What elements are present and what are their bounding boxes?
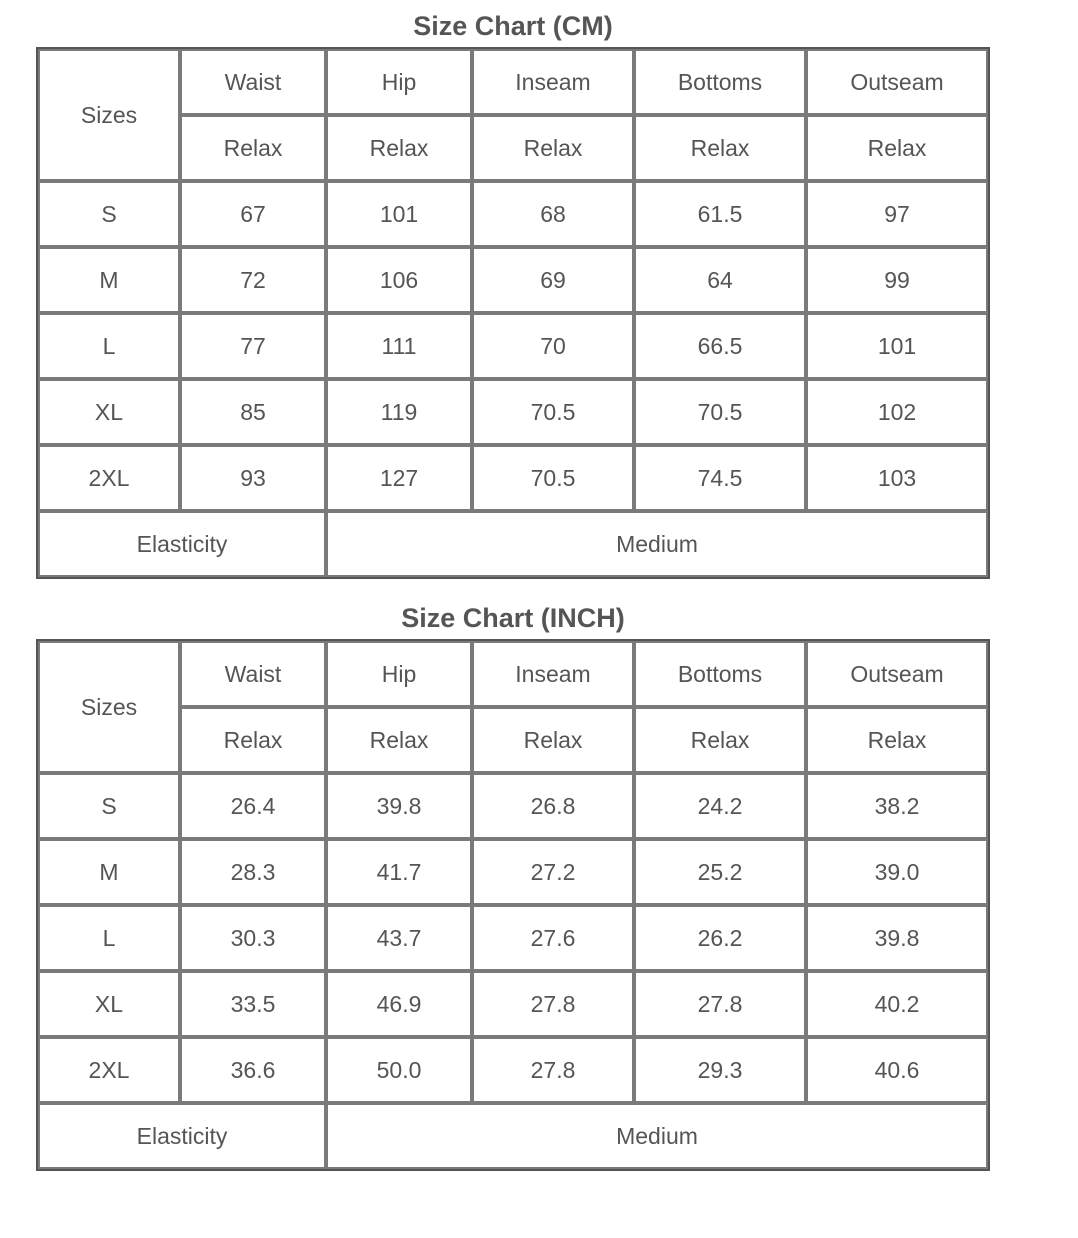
column-header-bottoms: Bottoms — [634, 49, 806, 115]
value-cell: 64 — [634, 247, 806, 313]
column-header-hip: Hip — [326, 49, 472, 115]
size-cell: XL — [38, 379, 180, 445]
size-cell: S — [38, 181, 180, 247]
table-row — [38, 905, 988, 971]
size-cell: 2XL — [38, 1037, 180, 1103]
subheader-cell: Relax — [472, 707, 634, 773]
table-row — [38, 971, 988, 1037]
size-chart-cm-title: Size Chart (CM) — [413, 11, 613, 41]
value-cell: 26.2 — [634, 905, 806, 971]
subheader-cell: Relax — [180, 707, 326, 773]
sizes-header: Sizes — [38, 49, 180, 181]
value-cell: 111 — [326, 313, 472, 379]
elasticity-value: Medium — [326, 511, 988, 577]
subheader-cell: Relax — [326, 707, 472, 773]
value-cell: 102 — [806, 379, 988, 445]
value-cell: 29.3 — [634, 1037, 806, 1103]
value-cell: 101 — [326, 181, 472, 247]
table-row — [38, 379, 988, 445]
subheader-row — [38, 115, 988, 181]
value-cell: 70.5 — [472, 379, 634, 445]
value-cell: 97 — [806, 181, 988, 247]
elasticity-label: Elasticity — [38, 1103, 326, 1169]
value-cell: 103 — [806, 445, 988, 511]
value-cell: 106 — [326, 247, 472, 313]
value-cell: 70.5 — [472, 445, 634, 511]
size-cell: S — [38, 773, 180, 839]
value-cell: 67 — [180, 181, 326, 247]
sizes-header: Sizes — [38, 641, 180, 773]
elasticity-row — [38, 1103, 988, 1169]
value-cell: 33.5 — [180, 971, 326, 1037]
value-cell: 85 — [180, 379, 326, 445]
value-cell: 68 — [472, 181, 634, 247]
value-cell: 27.2 — [472, 839, 634, 905]
elasticity-label: Elasticity — [38, 511, 326, 577]
value-cell: 40.2 — [806, 971, 988, 1037]
size-cell: XL — [38, 971, 180, 1037]
table-row — [38, 313, 988, 379]
size-cell: 2XL — [38, 445, 180, 511]
value-cell: 93 — [180, 445, 326, 511]
value-cell: 70.5 — [634, 379, 806, 445]
value-cell: 27.6 — [472, 905, 634, 971]
value-cell: 127 — [326, 445, 472, 511]
header-row — [38, 49, 988, 115]
value-cell: 39.0 — [806, 839, 988, 905]
column-header-outseam: Outseam — [806, 49, 988, 115]
value-cell: 24.2 — [634, 773, 806, 839]
value-cell: 77 — [180, 313, 326, 379]
value-cell: 41.7 — [326, 839, 472, 905]
table-row — [38, 445, 988, 511]
value-cell: 46.9 — [326, 971, 472, 1037]
subheader-row — [38, 707, 988, 773]
value-cell: 27.8 — [634, 971, 806, 1037]
column-header-bottoms: Bottoms — [634, 641, 806, 707]
value-cell: 74.5 — [634, 445, 806, 511]
table-row — [38, 247, 988, 313]
value-cell: 99 — [806, 247, 988, 313]
table-row — [38, 181, 988, 247]
subheader-cell: Relax — [472, 115, 634, 181]
subheader-cell: Relax — [180, 115, 326, 181]
value-cell: 39.8 — [326, 773, 472, 839]
value-cell: 70 — [472, 313, 634, 379]
value-cell: 25.2 — [634, 839, 806, 905]
value-cell: 72 — [180, 247, 326, 313]
value-cell: 61.5 — [634, 181, 806, 247]
column-header-waist: Waist — [180, 49, 326, 115]
subheader-cell: Relax — [326, 115, 472, 181]
size-chart-cm-table — [36, 47, 990, 579]
value-cell: 69 — [472, 247, 634, 313]
size-chart-inch-title: Size Chart (INCH) — [401, 603, 625, 633]
elasticity-value: Medium — [326, 1103, 988, 1169]
value-cell: 50.0 — [326, 1037, 472, 1103]
value-cell: 43.7 — [326, 905, 472, 971]
size-chart-inch-table — [36, 639, 990, 1171]
subheader-cell: Relax — [806, 707, 988, 773]
value-cell: 30.3 — [180, 905, 326, 971]
size-cell: L — [38, 313, 180, 379]
value-cell: 26.4 — [180, 773, 326, 839]
size-cell: L — [38, 905, 180, 971]
value-cell: 40.6 — [806, 1037, 988, 1103]
elasticity-row — [38, 511, 988, 577]
value-cell: 101 — [806, 313, 988, 379]
value-cell: 66.5 — [634, 313, 806, 379]
value-cell: 38.2 — [806, 773, 988, 839]
column-header-inseam: Inseam — [472, 49, 634, 115]
subheader-cell: Relax — [634, 707, 806, 773]
value-cell: 27.8 — [472, 1037, 634, 1103]
header-row — [38, 641, 988, 707]
table-row — [38, 773, 988, 839]
value-cell: 28.3 — [180, 839, 326, 905]
value-cell: 27.8 — [472, 971, 634, 1037]
value-cell: 39.8 — [806, 905, 988, 971]
subheader-cell: Relax — [806, 115, 988, 181]
value-cell: 26.8 — [472, 773, 634, 839]
value-cell: 36.6 — [180, 1037, 326, 1103]
table-row — [38, 839, 988, 905]
column-header-outseam: Outseam — [806, 641, 988, 707]
column-header-inseam: Inseam — [472, 641, 634, 707]
size-cell: M — [38, 839, 180, 905]
column-header-waist: Waist — [180, 641, 326, 707]
size-cell: M — [38, 247, 180, 313]
value-cell: 119 — [326, 379, 472, 445]
table-row — [38, 1037, 988, 1103]
subheader-cell: Relax — [634, 115, 806, 181]
column-header-hip: Hip — [326, 641, 472, 707]
